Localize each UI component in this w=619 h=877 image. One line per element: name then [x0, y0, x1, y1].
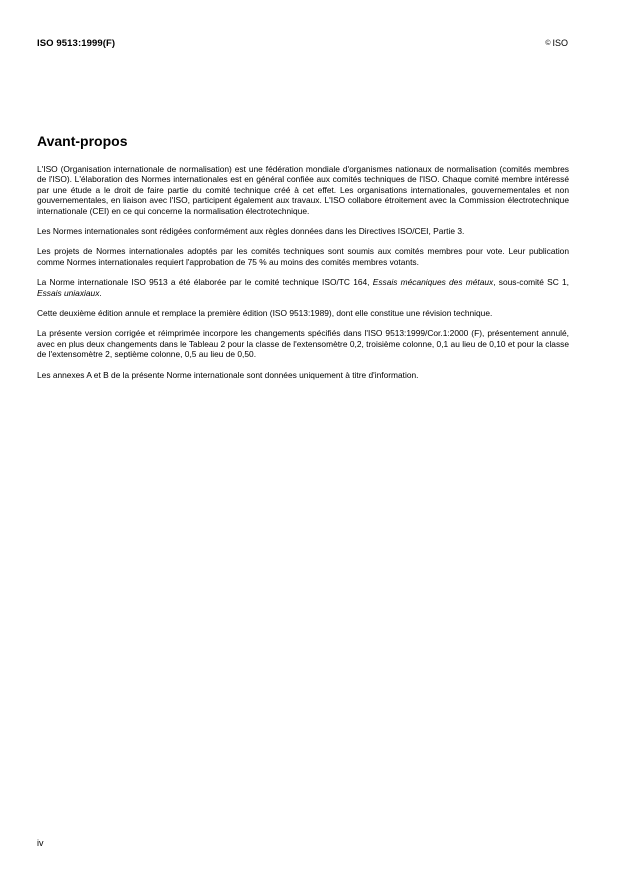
paragraph-directives: Les Normes internationales sont rédigées conformément aux règles données dans les Directives ISO/CEI, Partie 3.	[37, 226, 465, 237]
copyright-notice	[545, 38, 568, 48]
paragraph-voting: Les projets de Normes internationales adoptés par les comités techniques sont soumis aux comités membres pour vote. Leur publication comme Normes internationales requiert l'approbation de 75 % au moins des comités membres votants.	[37, 246, 569, 267]
committee-text-1: La Norme internationale ISO 9513 a été élaborée par le comité technique ISO/TC 164,	[37, 277, 373, 288]
committee-text-3: .	[99, 287, 102, 298]
paragraph-annexes: Les annexes A et B de la présente Norme internationale sont données uniquement à titre d'information.	[37, 369, 419, 380]
page-title: Avant-propos	[37, 133, 128, 149]
page-number: iv	[37, 838, 44, 848]
document-id: ISO 9513:1999(F)	[37, 38, 116, 49]
copyright-text: ISO	[552, 38, 568, 48]
committee-text-2: , sous-comité SC 1,	[493, 277, 569, 288]
paragraph-corrected-version: La présente version corrigée et réimprimée incorpore les changements spécifiés dans l'ISO 9513:1999/Cor.1:2000 (F), présentement annulé, avec en plus deux changements dans le Tableau 2 pour la classe de l'extensomètre 0,2, troisième colonne, 0,1 au lieu de 0,10 et pour la classe de l'extensomètre 2, septième colonne, 0,5 au lieu de 0,50.	[37, 328, 569, 360]
copyright-symbol: ©	[545, 40, 551, 47]
subcommittee-title-italic: Essais uniaxiaux	[37, 287, 100, 298]
committee-title-italic: Essais mécaniques des métaux	[372, 277, 494, 288]
foreword-body	[37, 164, 569, 390]
paragraph-committee	[37, 277, 569, 298]
paragraph-iso-organisation: L'ISO (Organisation internationale de normalisation) est une fédération mondiale d'organismes nationaux de normalisation (comités membres de l'ISO). L'élaboration des Normes internationales est en général confiée aux comités techniques de l'ISO. Chaque comité membre intéressé par une étude a le droit de faire partie du comité technique créé à cet effet. Les organisations internationales, gouvernementales et non gouvernementales, en liaison avec l'ISO, participent également aux travaux. L'ISO collabore étroitement avec la Commission électrotechnique internationale (CEI) en ce qui concerne la normalisation électrotechnique.	[37, 164, 569, 216]
paragraph-edition: Cette deuxième édition annule et remplace la première édition (ISO 9513:1989), dont elle constitue une révision technique.	[37, 308, 493, 319]
